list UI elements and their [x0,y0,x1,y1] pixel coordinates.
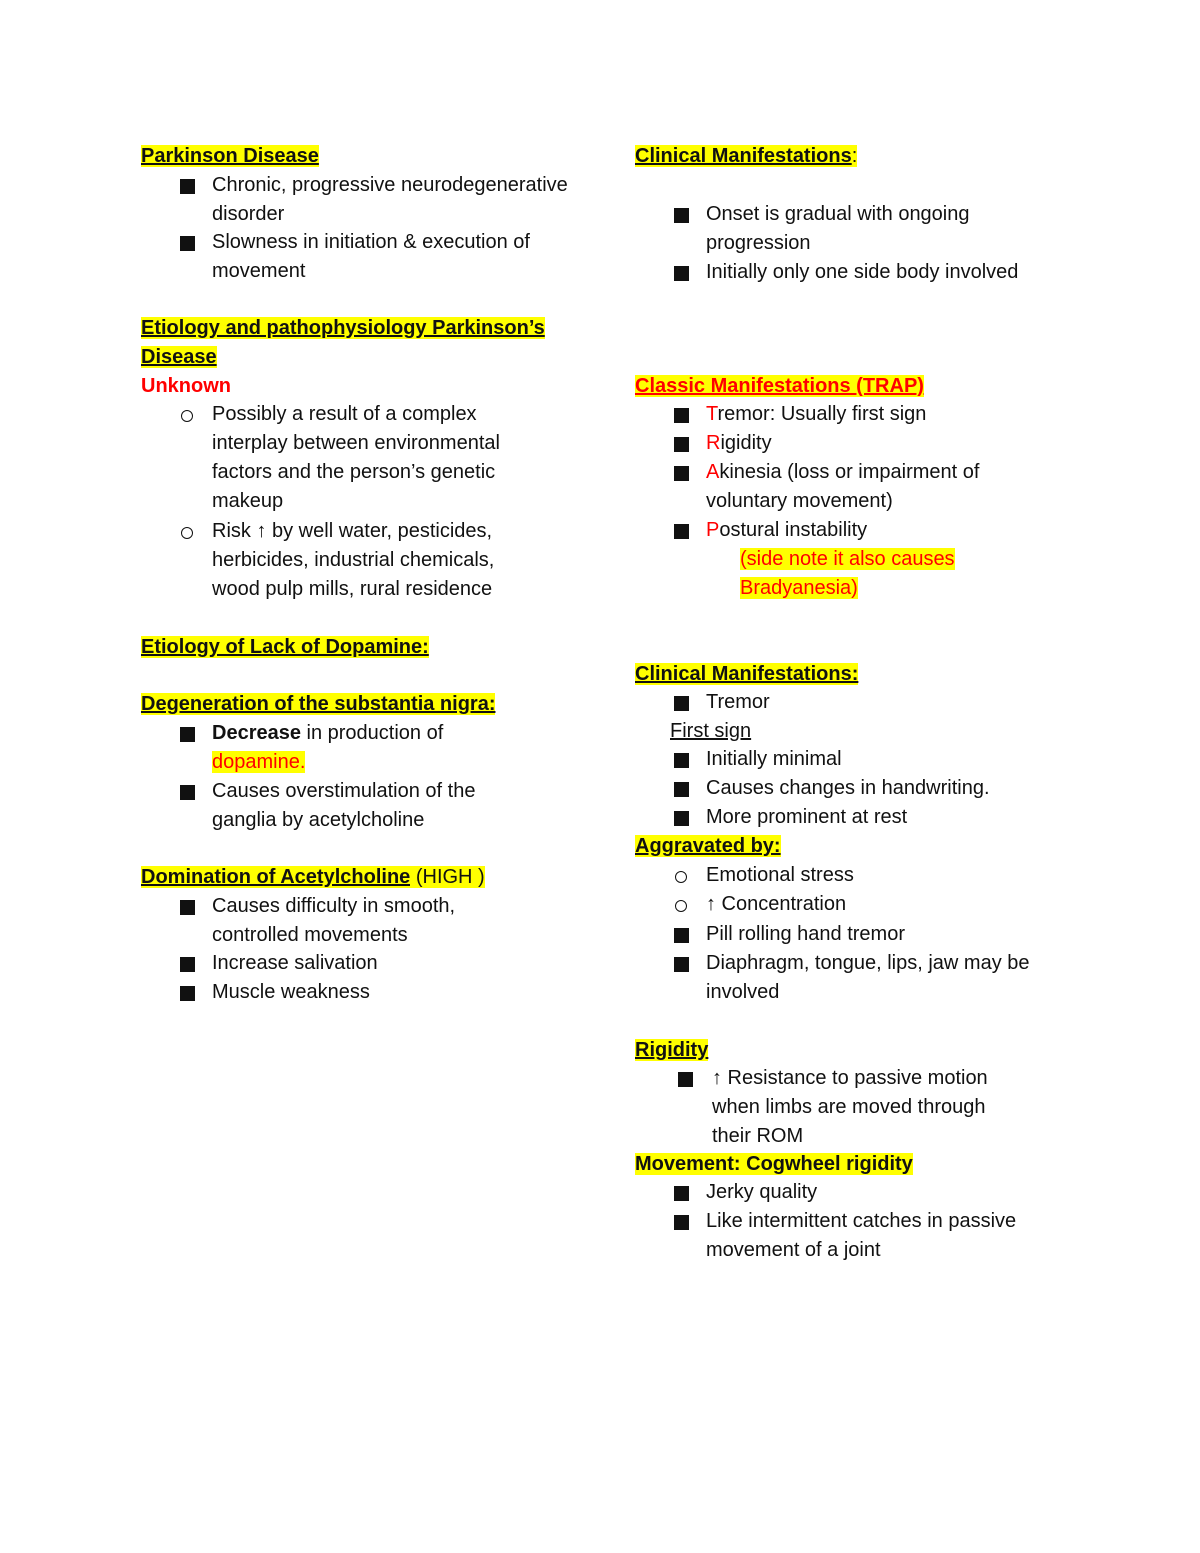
movement-heading: Movement: Cogwheel rigidity [635,1153,913,1175]
circle-bullet-icon [675,871,687,883]
square-bullet-icon [180,900,195,915]
square-bullet-icon [678,1072,693,1087]
aggravated-heading: Aggravated by: [635,835,781,857]
circle-bullet-icon [181,410,193,422]
square-bullet-icon [674,408,689,423]
square-bullet-icon [180,785,195,800]
domination-heading: Domination of Acetylcholine (HIGH ) [141,866,485,888]
square-bullet-icon [180,179,195,194]
square-bullet-icon [674,266,689,281]
side-note-line2: Bradyanesia) [740,577,858,599]
etiology-heading: Etiology and pathophysiology Parkinson’s [141,317,545,339]
square-bullet-icon [180,986,195,1001]
rigidity-heading: Rigidity [635,1039,709,1061]
square-bullet-icon [674,1215,689,1230]
square-bullet-icon [674,524,689,539]
square-bullet-icon [674,1186,689,1201]
classic-heading: Classic Manifestations (TRAP) [635,375,924,397]
circle-bullet-icon [181,527,193,539]
unknown-label: Unknown [141,375,231,397]
circle-bullet-icon [675,900,687,912]
square-bullet-icon [674,782,689,797]
side-note: (side note it also causes [740,548,955,570]
degeneration-heading: Degeneration of the substantia nigra: [141,693,496,715]
document-page: Parkinson Disease Chronic, progressive neurodegenerative disorder Slowness in initiation & execution of movement Etiology and pathophysiology Parkinson’s Disease Unknown Possibly a result of a complex interplay between environmental factors and the person’s genetic makeup Risk ↑ by well water, pesticides, herbicides, industrial chemicals, wood pulp mills, rural residence Etiology of Lack of Dopamine: Degeneration of the substantia nigra: Decrease in production of dopamine. Causes overstimulation of the ganglia by acetylcholine Domination of Acetylcholine (HIGH ) Causes difficulty in smooth, controlled movements Increase salivation Muscle weakness Clinical Manifestations: Onset is gradual with ongoing progression Initially only one side body involved Classic Manifestations (TRAP) Tremor: Usually first sign Rigidity Akinesia (loss or impairment of voluntary movement) Postural instability (side note it also causes Bradyanesia) Clinical Manifestations: Tremor First sign Initially minimal Causes changes in handwriting. More prominent at rest Aggravated by: Emotional stress ↑ Concentration Pill rolling hand tremor Diaphragm, tongue, lips, jaw may be involved Rigidity ↑ Resistance to passive motion when limbs are moved through their ROM Movement: Cogwheel rigidity Jerky quality Like intermittent catches in passive movement of a joint [0,0,1200,1553]
square-bullet-icon [674,957,689,972]
square-bullet-icon [674,753,689,768]
lack-dopamine-heading: Etiology of Lack of Dopamine: [141,636,429,658]
square-bullet-icon [674,811,689,826]
clinical-heading: Clinical Manifestations: [635,145,858,167]
first-sign-label: First sign [670,720,752,742]
square-bullet-icon [180,727,195,742]
clinical-heading-2: Clinical Manifestations: [635,663,859,685]
parkinson-heading: Parkinson Disease [141,145,319,167]
square-bullet-icon [674,696,689,711]
square-bullet-icon [180,957,195,972]
etiology-heading-line2: Disease [141,346,217,368]
square-bullet-icon [180,236,195,251]
square-bullet-icon [674,466,689,481]
square-bullet-icon [674,437,689,452]
square-bullet-icon [674,928,689,943]
square-bullet-icon [674,208,689,223]
